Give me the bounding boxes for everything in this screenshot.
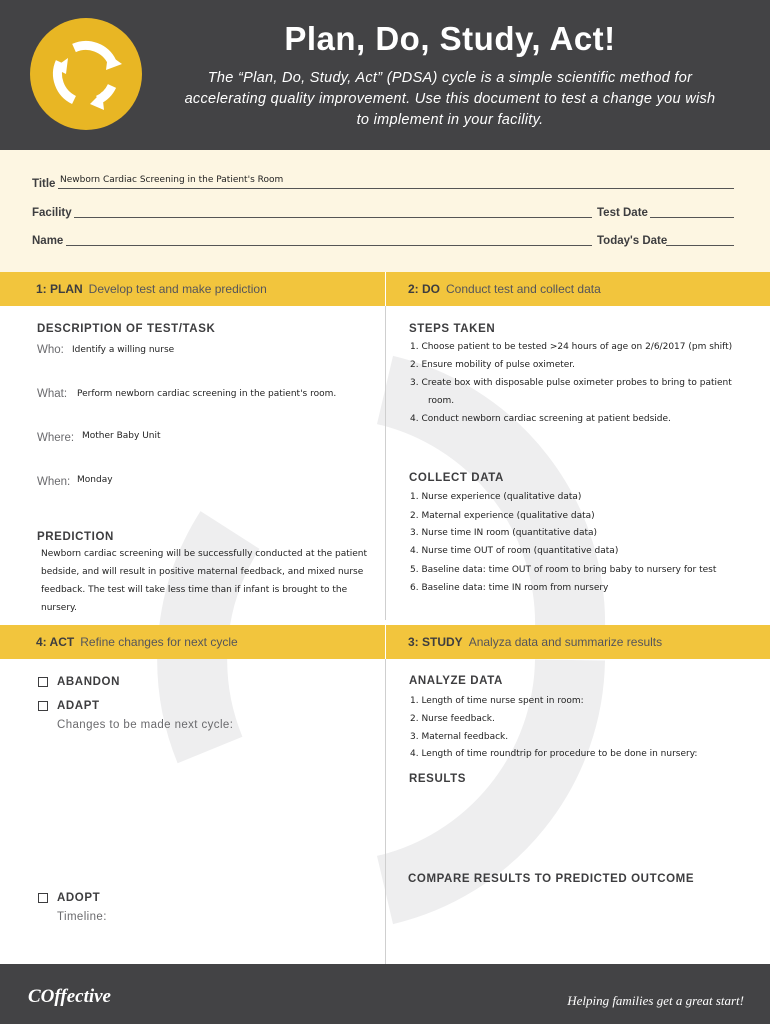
act-description: Refine changes for next cycle (80, 635, 238, 649)
name-label: Name (32, 235, 64, 247)
collect-item: 5. Baseline data: time OUT of room to bring baby to nursery for test (410, 565, 717, 575)
where-value[interactable]: Mother Baby Unit (82, 431, 161, 441)
analyze-heading: ANALYZE DATA (409, 675, 503, 687)
collect-item: 3. Nurse time IN room (quantitative data) (410, 528, 598, 538)
title-label: Title (32, 178, 56, 190)
cycle-logo-icon (30, 18, 142, 130)
column-divider-top (385, 306, 386, 620)
where-label: Where: (37, 432, 75, 444)
name-field[interactable] (66, 245, 592, 246)
prediction-line: Newborn cardiac screening will be successfully conducted at the patient (41, 549, 368, 559)
act-bar (0, 625, 385, 659)
do-description: Conduct test and collect data (446, 282, 601, 296)
facility-field[interactable] (74, 217, 592, 218)
step-item: 1. Choose patient to be tested >24 hours of age on 2/6/2017 (pm shift) (410, 342, 733, 352)
description-heading: DESCRIPTION OF TEST/TASK (37, 323, 216, 335)
prediction-heading: PREDICTION (37, 531, 114, 543)
who-label: Who: (37, 344, 64, 356)
facility-label: Facility (32, 207, 72, 219)
act-number: 4: ACT (36, 635, 75, 649)
what-value[interactable]: Perform newborn cardiac screening in the patient's room. (77, 389, 337, 399)
prediction-line: nursery. (41, 603, 77, 613)
collect-item: 4. Nurse time OUT of room (quantitative data) (410, 546, 619, 556)
prediction-line: feedback. The test will take less time than if infant is brought to the (41, 585, 348, 595)
analyze-item: 3. Maternal feedback. (410, 732, 509, 742)
results-heading: RESULTS (409, 773, 467, 785)
adopt-checkbox[interactable] (38, 893, 48, 903)
who-value[interactable]: Identify a willing nurse (72, 345, 175, 355)
column-divider-bottom (385, 659, 386, 964)
study-description: Analyza data and summarize results (468, 635, 663, 649)
adapt-checkbox[interactable] (38, 701, 48, 711)
do-bar (386, 272, 770, 306)
collect-item: 1. Nurse experience (qualitative data) (410, 492, 582, 502)
title-value[interactable]: Newborn Cardiac Screening in the Patient's Room (60, 175, 284, 185)
test-date-label: Test Date (597, 207, 648, 219)
footer-tagline: Helping families get a great start! (567, 993, 744, 1008)
study-number: 3: STUDY (408, 635, 463, 649)
when-label: When: (37, 476, 71, 488)
timeline-label: Timeline: (57, 911, 107, 923)
adopt-label: ADOPT (57, 892, 101, 904)
plan-bar (0, 272, 385, 306)
steps-heading: STEPS TAKEN (409, 323, 496, 335)
analyze-item: 4. Length of time roundtrip for procedure to be done in nursery: (410, 749, 698, 759)
analyze-item: 1. Length of time nurse spent in room: (410, 696, 584, 706)
header (0, 0, 770, 150)
abandon-checkbox[interactable] (38, 677, 48, 687)
what-label: What: (37, 388, 68, 400)
step-item: 4. Conduct newborn cardiac screening at patient bedside. (410, 414, 671, 424)
abandon-label: ABANDON (57, 676, 120, 688)
step-item: room. (428, 396, 455, 406)
todays-date-field[interactable] (666, 245, 734, 246)
plan-description: Develop test and make prediction (88, 282, 267, 296)
step-item: 2. Ensure mobility of pulse oximeter. (410, 360, 576, 370)
prediction-line: bedside, and will result in positive maternal feedback, and mixed nurse (41, 567, 364, 577)
collect-heading: COLLECT DATA (409, 472, 504, 484)
info-band (0, 150, 770, 272)
plan-number: 1: PLAN (36, 282, 83, 296)
page-subtitle: The “Plan, Do, Study, Act” (PDSA) cycle is a simple scientific method for accelerating quality improvement. Use this document to test a change you wish to implement in your facility. (184, 70, 716, 128)
compare-heading: COMPARE RESULTS TO PREDICTED OUTCOME (408, 873, 695, 885)
study-bar (386, 625, 770, 659)
todays-date-label: Today's Date (597, 235, 668, 247)
step-item: 3. Create box with disposable pulse oximeter probes to bring to patient (410, 378, 732, 388)
title-underline (58, 188, 734, 189)
when-value[interactable]: Monday (77, 475, 113, 485)
collect-item: 6. Baseline data: time IN room from nursery (410, 583, 609, 593)
analyze-item: 2. Nurse feedback. (410, 714, 495, 724)
coffective-logo: COffective (28, 986, 111, 1007)
test-date-field[interactable] (650, 217, 734, 218)
do-number: 2: DO (408, 282, 441, 296)
changes-label: Changes to be made next cycle: (57, 719, 234, 731)
collect-item: 2. Maternal experience (qualitative data) (410, 511, 595, 521)
page-title: Plan, Do, Study, Act! (284, 20, 616, 57)
adapt-label: ADAPT (57, 700, 100, 712)
footer (0, 964, 770, 1024)
